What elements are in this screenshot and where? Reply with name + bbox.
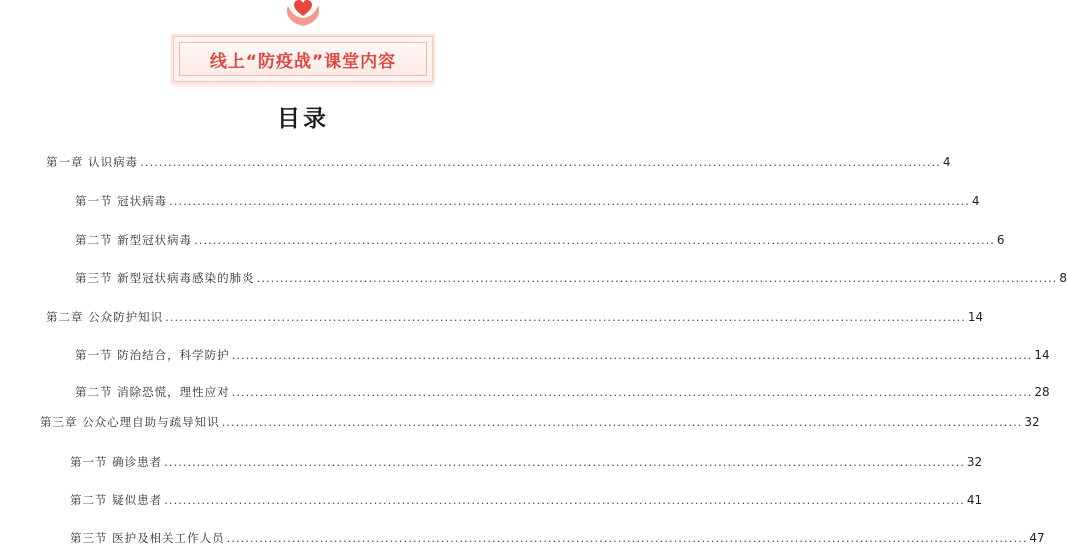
toc-leader-dots: ............................................................................................................................................................................ [140,155,941,169]
toc-entry-page: 4 [971,194,980,208]
toc-leader-dots: ............................................................................................................................................................................ [231,385,1033,399]
toc-entry-page: 14 [967,310,984,324]
toc-entry-page: 6 [996,233,1005,247]
toc-entry-section-1-3[interactable] [75,270,1067,286]
toc-entry-page: 32 [966,455,983,469]
toc-entry-page: 4 [942,155,951,169]
toc-entry-page: 41 [966,493,983,507]
toc-entry-label: 第一节 防治结合，科学防护 [75,348,230,362]
toc-entry-section-3-2[interactable] [70,492,983,508]
toc-entry-page: 28 [1034,385,1050,399]
toc-entry-label: 第二章 公众防护知识 [46,310,164,324]
toc-leader-dots: ............................................................................................................................................................................ [256,271,1058,285]
toc-entry-label: 第二节 新型冠状病毒 [75,233,193,247]
toc-entry-section-1-1[interactable] [75,193,980,209]
heart-hands-icon [280,0,326,28]
course-banner-frame [179,42,427,76]
banner-title: 线上“防疫战”课堂内容 [209,51,397,72]
toc-leader-dots: ............................................................................................................................................................................ [169,194,970,208]
toc-entry-label: 第一章 认识病毒 [46,155,139,169]
toc-entry-section-3-3[interactable] [70,530,1045,546]
toc-entry-section-2-2[interactable] [75,384,1050,400]
toc-entry-page: 14 [1034,348,1050,362]
toc-entry-label: 第三节 医护及相关工作人员 [70,531,225,545]
toc-leader-dots: ............................................................................................................................................................................ [164,493,965,507]
toc-entry-label: 第一节 确诊患者 [70,455,163,469]
toc-leader-dots: ............................................................................................................................................................................ [221,415,1023,429]
toc-title: 目录 [277,106,329,132]
course-banner [173,36,433,82]
toc-entry-label: 第三节 新型冠状病毒感染的肺炎 [75,271,255,285]
toc-entry-label: 第二节 消除恐慌，理性应对 [75,385,230,399]
toc-leader-dots: ............................................................................................................................................................................ [231,348,1033,362]
toc-entry-label: 第二节 疑似患者 [70,493,163,507]
toc-entry-chapter-1[interactable] [46,154,951,170]
toc-entry-section-3-1[interactable] [70,454,983,470]
toc-leader-dots: ............................................................................................................................................................................ [226,531,1028,545]
toc-entry-chapter-2[interactable] [46,309,984,325]
toc-leader-dots: ............................................................................................................................................................................ [165,310,966,324]
toc-entry-section-1-2[interactable] [75,232,1005,248]
toc-entry-label: 第一节 冠状病毒 [75,194,168,208]
toc-entry-page: 32 [1024,415,1040,429]
toc-entry-label: 第三章 公众心理自助与疏导知识 [40,415,220,429]
toc-leader-dots: ............................................................................................................................................................................ [194,233,995,247]
toc-entry-page: 8 [1059,271,1067,285]
toc-entry-section-2-1[interactable] [75,347,1050,363]
toc-entry-page: 47 [1029,531,1045,545]
toc-leader-dots: ............................................................................................................................................................................ [164,455,965,469]
toc-entry-chapter-3[interactable] [40,414,1040,430]
